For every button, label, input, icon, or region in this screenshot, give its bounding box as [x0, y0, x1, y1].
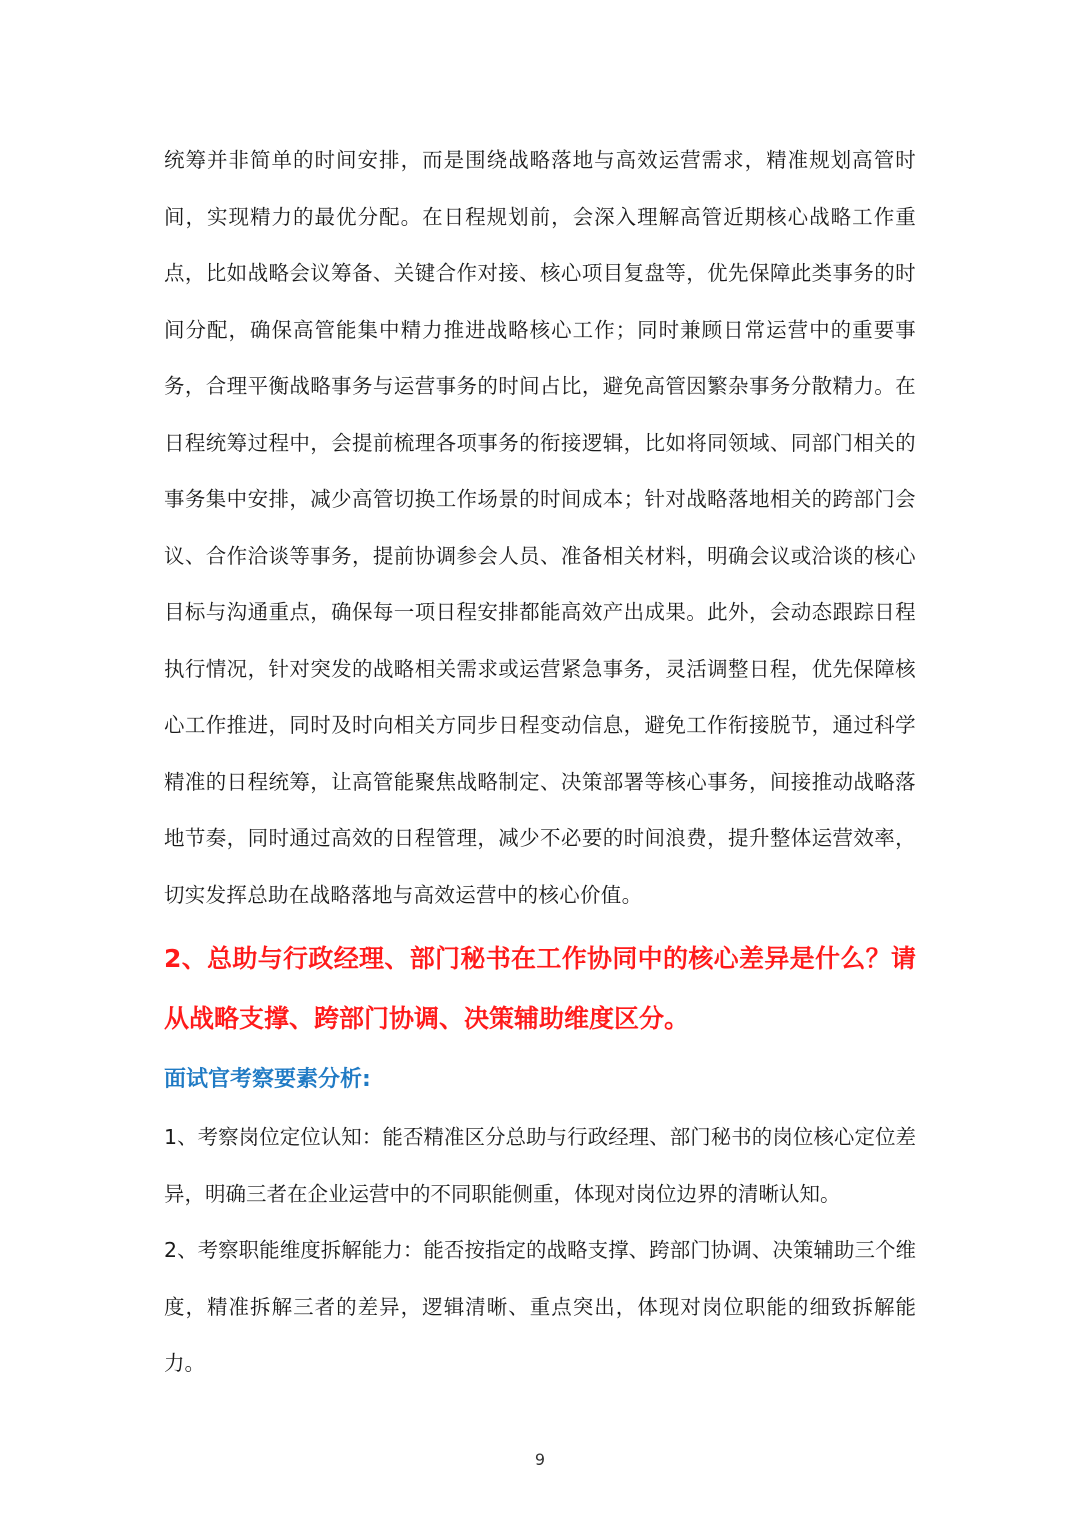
interview-question-heading: 2、总助与行政经理、部门秘书在工作协同中的核心差异是什么？请从战略支撑、跨部门协调、决策辅助维度区分。 — [164, 944, 916, 1033]
page-content — [164, 132, 916, 1392]
body-paragraph: 统筹并非简单的时间安排，而是围绕战略落地与高效运营需求，精准规划高管时间，实现精力的最优分配。在日程规划前，会深入理解高管近期核心战略工作重点，比如战略会议筹备、关键合作对接、核心项目复盘等，优先保障此类事务的时间分配，确保高管能集中精力推进战略核心工作；同时兼顾日常运营中的重要事务，合理平衡战略事务与运营事务的时间占比，避免高管因繁杂事务分散精力。在日程统筹过程中，会提前梳理各项事务的衔接逻辑，比如将同领域、同部门相关的事务集中安排，减少高管切换工作场景的时间成本；针对战略落地相关的跨部门会议、合作洽谈等事务，提前协调参会人员、准备相关材料，明确会议或洽谈的核心目标与沟通重点，确保每一项日程安排都能高效产出成果。此外，会动态跟踪日程执行情况，针对突发的战略相关需求或运营紧急事务，灵活调整日程，优先保障核心工作推进，同时及时向相关方同步日程变动信息，避免工作衔接脱节，通过科学精准的日程统筹，让高管能聚焦战略制定、决策部署等核心事务，间接推动战略落地节奏，同时通过高效的日程管理，减少不必要的时间浪费，提升整体运营效率，切实发挥总助在战略落地与高效运营中的核心价值。 — [164, 148, 916, 907]
page-number: 9 — [534, 1450, 546, 1469]
analysis-item-1: 1、考察岗位定位认知：能否精准区分总助与行政经理、部门秘书的岗位核心定位差异，明确三者在企业运营中的不同职能侧重，体现对岗位边界的清晰认知。 — [164, 1125, 916, 1206]
analysis-heading: 面试官考察要素分析: — [164, 1067, 371, 1092]
analysis-item-2: 2、考察职能维度拆解能力：能否按指定的战略支撑、跨部门协调、决策辅助三个维度，精准拆解三者的差异，逻辑清晰、重点突出，体现对岗位职能的细致拆解能力。 — [164, 1238, 916, 1375]
